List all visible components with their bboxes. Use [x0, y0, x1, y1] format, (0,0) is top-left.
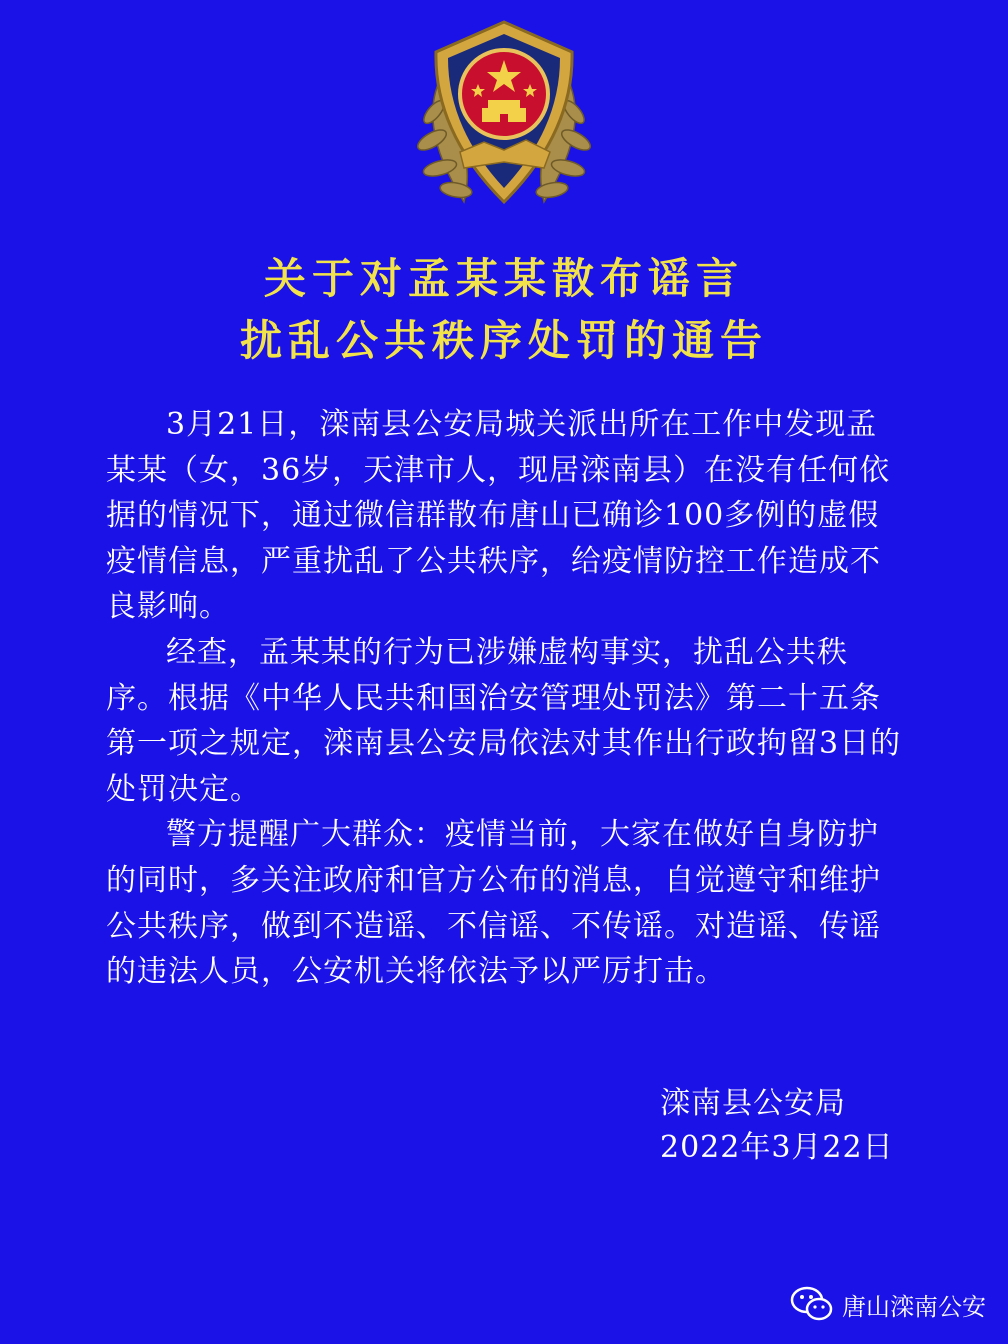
- wechat-icon: [790, 1284, 834, 1324]
- signature-org: 滦南县公安局: [660, 1086, 846, 1121]
- body-paragraph: 3月21日，滦南县公安局城关派出所在工作中发现孟某某（女，36岁，天津市人，现居滦南县）在没有任何依据的情况下，通过微信群散布唐山已确诊100多例的虚假疫情信息，严重扰乱了公共秩序，给疫情防控工作造成不良影响。: [106, 407, 891, 625]
- body-paragraph: 警方提醒广大群众：疫情当前，大家在做好自身防护的同时，多关注政府和官方公布的消息，自觉遵守和维护公共秩序，做到不造谣、不信谣、不传谣。对造谣、传谣的违法人员，公安机关将依法予以严厉打击。: [106, 817, 881, 990]
- notice-title-line-2: 扰乱公共秩序处罚的通告: [239, 316, 768, 365]
- watermark-text: 唐山滦南公安: [842, 1292, 986, 1321]
- notice-body: [106, 402, 906, 995]
- police-emblem-icon: [404, 12, 604, 212]
- account-watermark: [790, 1280, 986, 1328]
- body-paragraph: 经查，孟某某的行为已涉嫌虚构事实，扰乱公共秩序。根据《中华人民共和国治安管理处罚法》第二十五条第一项之规定，滦南县公安局依法对其作出行政拘留3日的处罚决定。: [106, 634, 902, 807]
- signature-date: 2022年3月22日: [660, 1130, 894, 1165]
- notice-title-line-1: 关于对孟某某散布谣言: [263, 254, 744, 303]
